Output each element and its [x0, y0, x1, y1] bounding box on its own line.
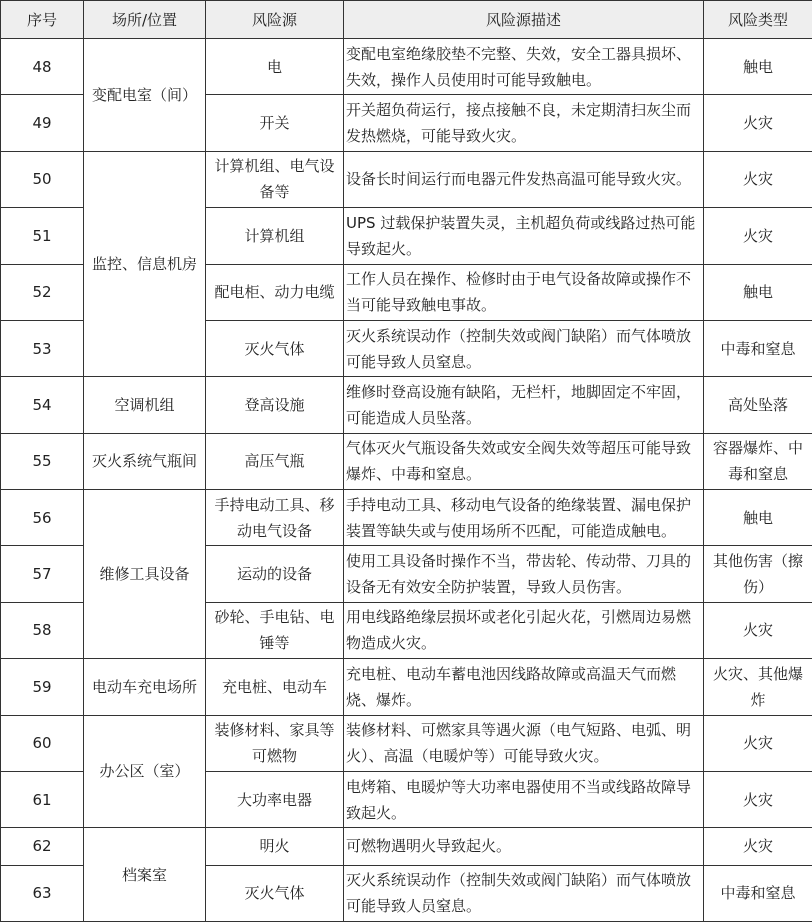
row-no: 58 [1, 602, 84, 658]
row-no: 56 [1, 490, 84, 546]
row-source: 计算机组 [206, 208, 344, 264]
row-desc: 装修材料、可燃家具等遇火源（电气短路、电弧、明火）、高温（电暖炉等）可能导致火灾。 [344, 715, 704, 771]
row-place: 变配电室（间） [84, 39, 206, 152]
row-no: 49 [1, 95, 84, 151]
row-source: 登高设施 [206, 377, 344, 433]
row-desc: 气体灭火气瓶设备失效或安全阀失效等超压可能导致爆炸、中毒和窒息。 [344, 433, 704, 489]
table-row [1, 828, 812, 865]
row-place: 监控、信息机房 [84, 151, 206, 377]
row-type: 火灾 [704, 95, 812, 151]
row-type: 其他伤害（擦伤） [704, 546, 812, 602]
row-no: 52 [1, 264, 84, 320]
row-desc: 变配电室绝缘胶垫不完整、失效，安全工器具损坏、失效，操作人员使用时可能导致触电。 [344, 39, 704, 95]
row-no: 50 [1, 151, 84, 207]
row-type: 火灾 [704, 602, 812, 658]
row-desc: 工作人员在操作、检修时由于电气设备故障或操作不当可能导致触电事故。 [344, 264, 704, 320]
row-desc: 设备长时间运行而电器元件发热高温可能导致火灾。 [344, 151, 704, 207]
row-no: 60 [1, 715, 84, 771]
table-header-row [1, 1, 812, 39]
row-desc: UPS 过载保护装置失灵，主机超负荷或线路过热可能导致起火。 [344, 208, 704, 264]
row-desc: 用电线路绝缘层损坏或老化引起火花，引燃周边易燃物造成火灾。 [344, 602, 704, 658]
row-no: 51 [1, 208, 84, 264]
row-place: 维修工具设备 [84, 490, 206, 659]
header-type: 风险类型 [704, 1, 812, 39]
row-source: 配电柜、动力电缆 [206, 264, 344, 320]
row-source: 电 [206, 39, 344, 95]
row-type: 火灾 [704, 208, 812, 264]
row-desc: 维修时登高设施有缺陷，无栏杆，地脚固定不牢固，可能造成人员坠落。 [344, 377, 704, 433]
row-source: 运动的设备 [206, 546, 344, 602]
row-no: 48 [1, 39, 84, 95]
row-type: 火灾 [704, 828, 812, 865]
row-source: 充电桩、电动车 [206, 659, 344, 715]
row-desc: 充电桩、电动车蓄电池因线路故障或高温天气而燃烧、爆炸。 [344, 659, 704, 715]
row-no: 55 [1, 433, 84, 489]
row-type: 中毒和窒息 [704, 865, 812, 922]
row-desc: 可燃物遇明火导致起火。 [344, 828, 704, 865]
table-row [1, 715, 812, 771]
row-source: 高压气瓶 [206, 433, 344, 489]
row-no: 61 [1, 771, 84, 827]
row-place: 空调机组 [84, 377, 206, 433]
table-row [1, 377, 812, 433]
table-row [1, 659, 812, 715]
header-no: 序号 [1, 1, 84, 39]
row-source: 计算机组、电气设备等 [206, 151, 344, 207]
row-type: 触电 [704, 490, 812, 546]
row-type: 触电 [704, 264, 812, 320]
row-no: 54 [1, 377, 84, 433]
row-source: 灭火气体 [206, 320, 344, 376]
row-no: 53 [1, 320, 84, 376]
row-no: 62 [1, 828, 84, 865]
row-type: 触电 [704, 39, 812, 95]
table-row [1, 433, 812, 489]
row-desc: 开关超负荷运行，接点接触不良，未定期清扫灰尘而发热燃烧，可能导致火灾。 [344, 95, 704, 151]
row-source: 装修材料、家具等可燃物 [206, 715, 344, 771]
row-source: 大功率电器 [206, 771, 344, 827]
row-type: 火灾、其他爆炸 [704, 659, 812, 715]
table-row [1, 151, 812, 207]
table-row [1, 490, 812, 546]
row-desc: 灭火系统误动作（控制失效或阀门缺陷）而气体喷放可能导致人员窒息。 [344, 320, 704, 376]
row-type: 火灾 [704, 715, 812, 771]
row-source: 开关 [206, 95, 344, 151]
row-desc: 电烤箱、电暖炉等大功率电器使用不当或线路故障导致起火。 [344, 771, 704, 827]
row-source: 手持电动工具、移动电气设备 [206, 490, 344, 546]
row-source: 明火 [206, 828, 344, 865]
header-place: 场所/位置 [84, 1, 206, 39]
row-desc: 手持电动工具、移动电气设备的绝缘装置、漏电保护装置等缺失或与使用场所不匹配，可能造成触电。 [344, 490, 704, 546]
row-type: 火灾 [704, 771, 812, 827]
row-place: 电动车充电场所 [84, 659, 206, 715]
header-desc: 风险源描述 [344, 1, 704, 39]
row-desc: 使用工具设备时操作不当，带齿轮、传动带、刀具的设备无有效安全防护装置，导致人员伤害。 [344, 546, 704, 602]
row-place: 办公区（室） [84, 715, 206, 828]
row-place: 灭火系统气瓶间 [84, 433, 206, 489]
row-no: 57 [1, 546, 84, 602]
row-type: 容器爆炸、中毒和窒息 [704, 433, 812, 489]
row-source: 灭火气体 [206, 865, 344, 922]
row-no: 59 [1, 659, 84, 715]
row-type: 中毒和窒息 [704, 320, 812, 376]
row-desc: 灭火系统误动作（控制失效或阀门缺陷）而气体喷放可能导致人员窒息。 [344, 865, 704, 922]
row-no: 63 [1, 865, 84, 922]
row-place: 档案室 [84, 828, 206, 922]
row-type: 高处坠落 [704, 377, 812, 433]
row-source: 砂轮、手电钻、电锤等 [206, 602, 344, 658]
table-row [1, 39, 812, 95]
row-type: 火灾 [704, 151, 812, 207]
header-source: 风险源 [206, 1, 344, 39]
